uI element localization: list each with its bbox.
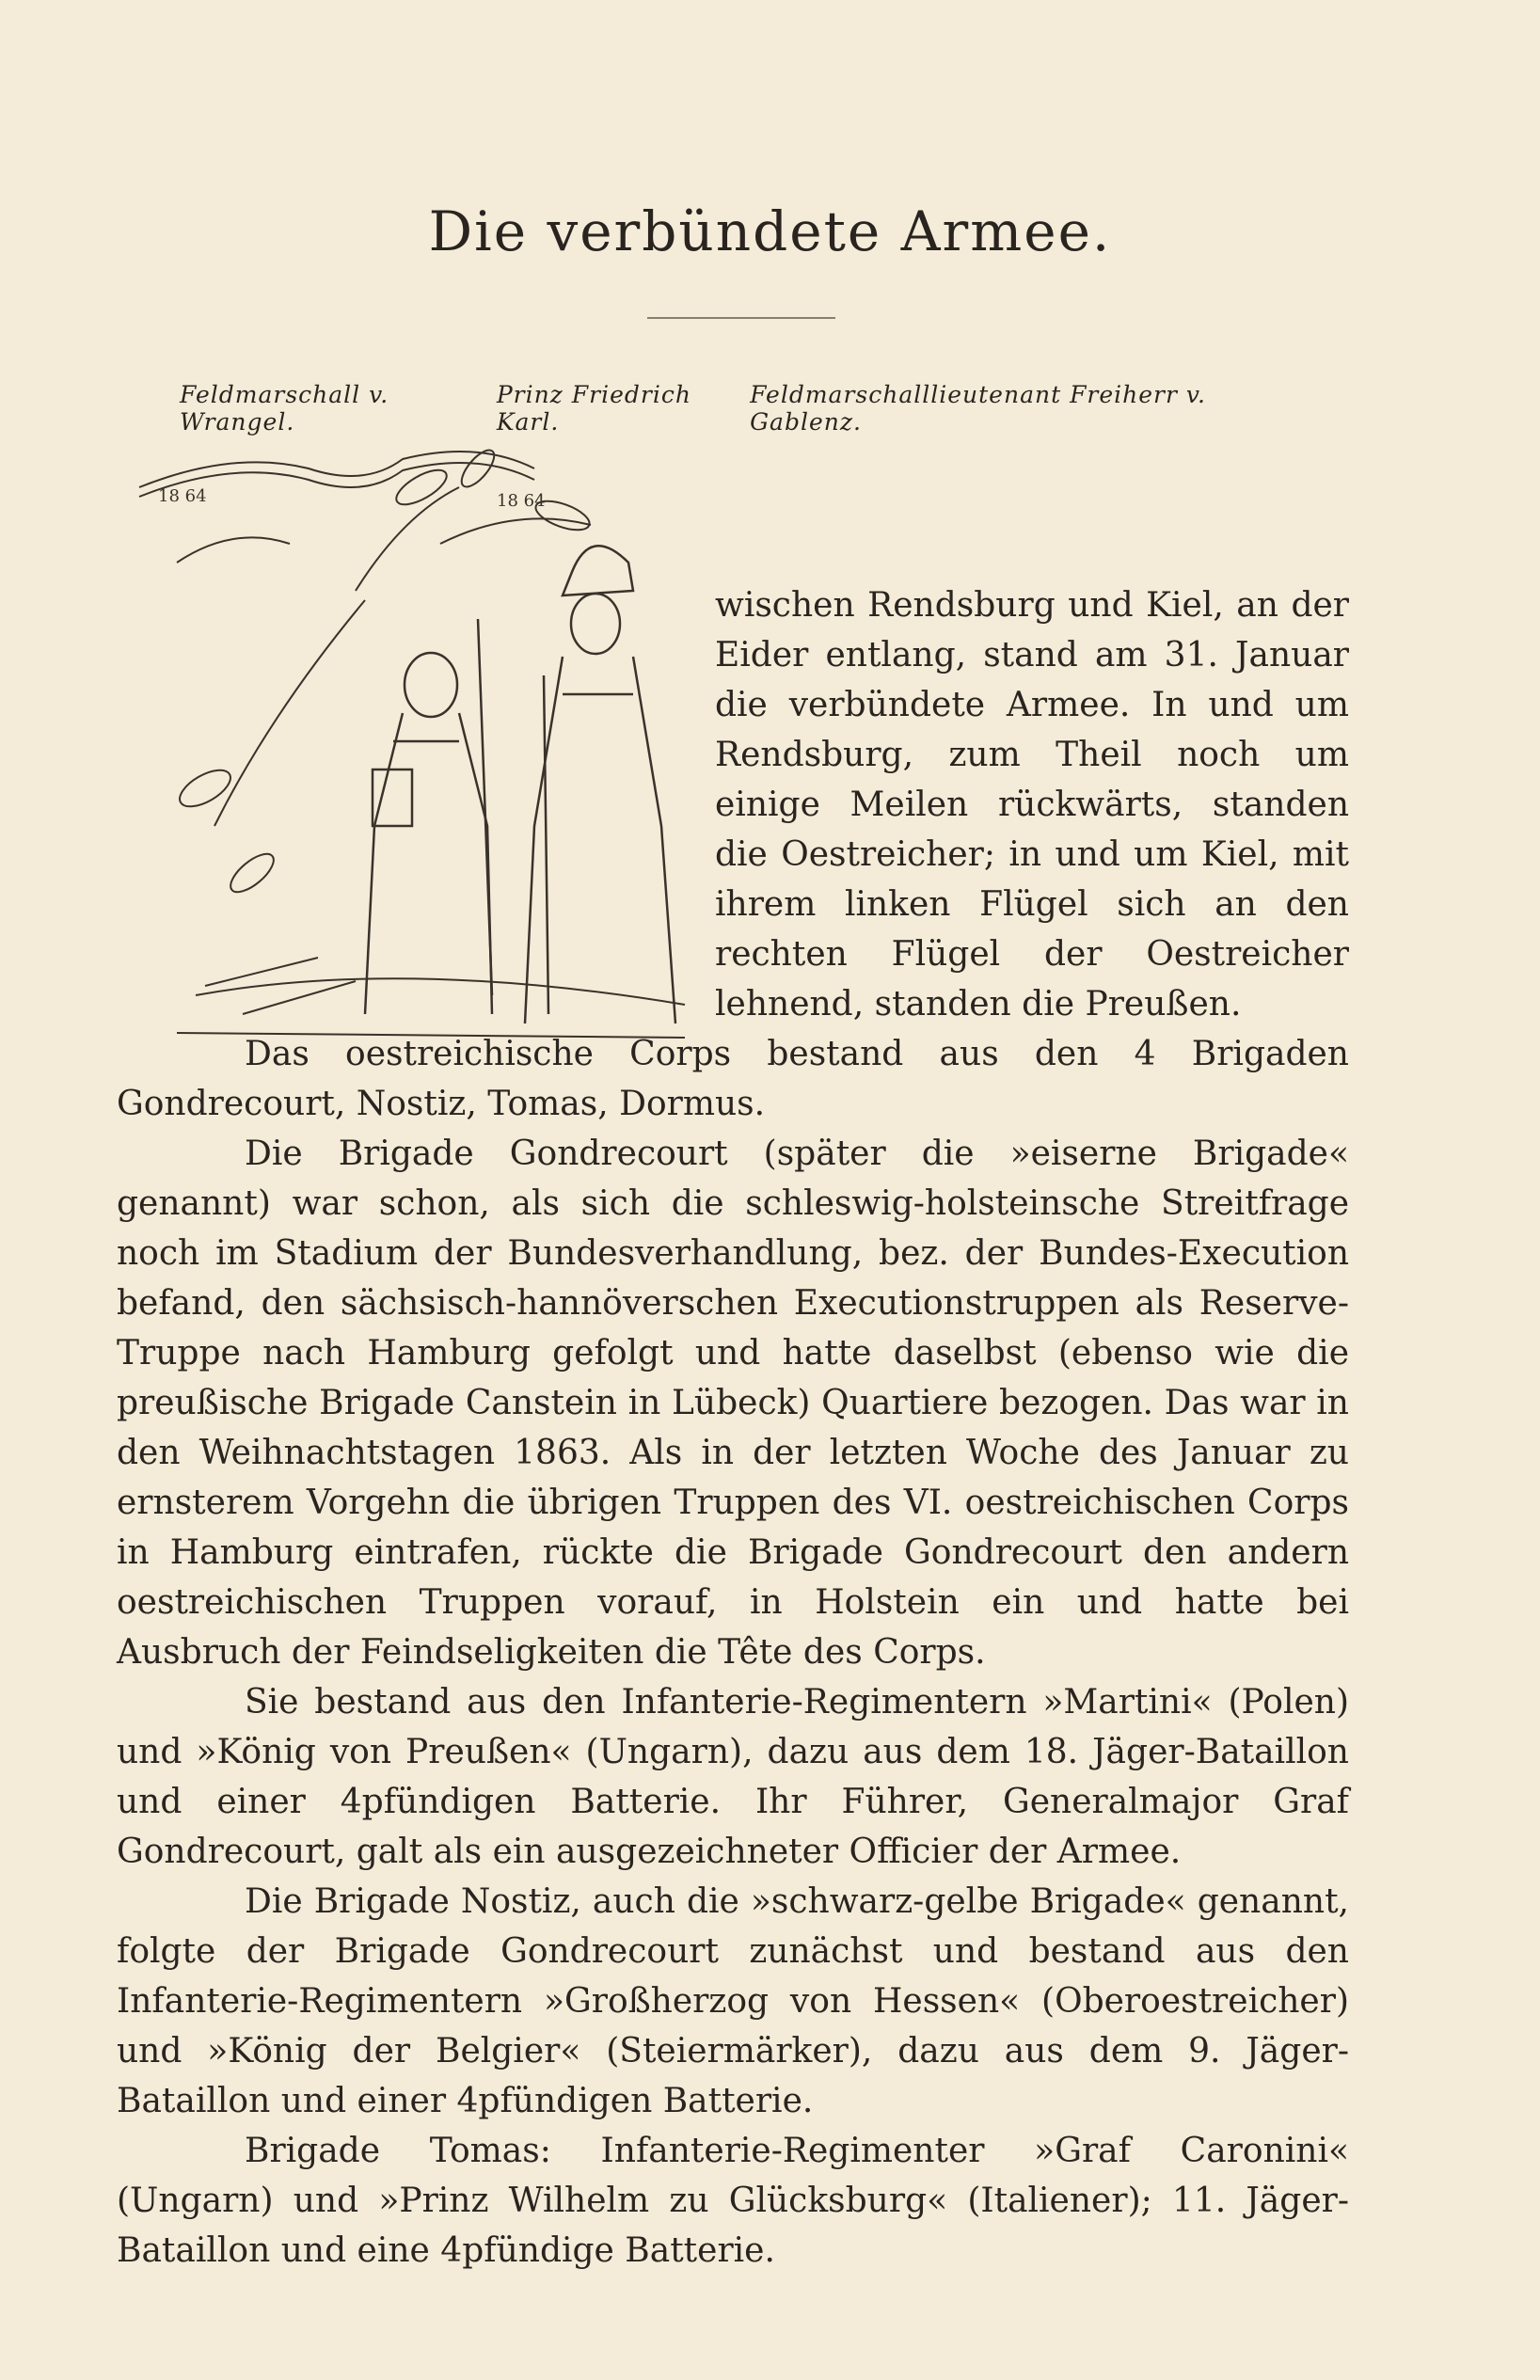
banner-year-right: 18 64 bbox=[497, 491, 546, 511]
paragraph-4: Sie bestand aus den Infanterie-Regimentern »Martini« (Polen) und »König von Preußen« (Ungarn), dazu aus dem 18. Jäger-Bataillon und einer 4pfündigen Batterie. Ihr Führer, Generalmajor Graf Gondrecourt, galt als ein ausgezeichneter Officier der Armee. bbox=[117, 1683, 1349, 1871]
caption-wrangel: Feldmarschall v. Wrangel. bbox=[180, 381, 389, 436]
paragraph-2: Das oestreichische Corps bestand aus den 4 Brigaden Gondrecourt, Nostiz, Tomas, Dormus. bbox=[117, 1035, 1349, 1123]
paragraph-6: Brigade Tomas: Infanterie-Regimenter »Graf Caronini« (Ungarn) und »Prinz Wilhelm zu Glücksburg« (Italiener); 11. Jäger-Bataillon und eine 4pfündige Batterie. bbox=[117, 2132, 1349, 2270]
body-text bbox=[117, 580, 1349, 2276]
page-title: Die verbündete Armee. bbox=[428, 199, 1112, 263]
caption-gablenz: Feldmarschalllieutenant Freiherr v. Gablenz. bbox=[750, 381, 1207, 436]
banner-year-left: 18 64 bbox=[158, 486, 207, 506]
caption-friedrich-karl: Prinz Friedrich Karl. bbox=[496, 381, 691, 436]
paragraph-5: Die Brigade Nostiz, auch die »schwarz-gelbe Brigade« genannt, folgte der Brigade Gondrecourt zunächst und bestand aus den Infanterie-Regimentern »Großherzog von Hessen« (Oberoestreicher) und »König der Belgier« (Steiermärker), dazu aus dem 9. Jäger-Bataillon und einer 4pfündigen Batterie. bbox=[117, 1882, 1349, 2120]
paragraph-3: Die Brigade Gondrecourt (später die »eiserne Brigade« genannt) war schon, als sich die schleswig-holsteinsche Streitfrage noch im Stadium der Bundesverhandlung, bez. der Bundes-Execution befand, den sächsisch-hannöverschen Executionstruppen als Reserve-Truppe nach Hamburg gefolgt und hatte daselbst (ebenso wie die preußische Brigade Canstein in Lübeck) Quartiere bezogen. Das war in den Weihnachtstagen 1863. Als in der letzten Woche des Januar zu ernsterem Vorgehn die übrigen Truppen des VI. oestreichischen Corps in Hamburg eintrafen, rückte die Brigade Gondrecourt den andern oestreichischen Truppen vorauf, in Holstein ein und hatte bei Ausbruch der Feindseligkeiten die Tête des Corps. bbox=[117, 1134, 1349, 1672]
illustration-wrap-space bbox=[117, 580, 715, 1025]
illustration-caption bbox=[180, 381, 1299, 436]
title-divider bbox=[647, 317, 835, 319]
paragraph-1: wischen Rendsburg und Kiel, an der Eider entlang, stand am 31. Januar die verbündete Armee. In und um Rendsburg, zum Theil noch um einige Meilen rückwärts, standen die Oestreicher; in und um Kiel, mit ihrem linken Flügel sich an den rechten Flügel der Oestreicher lehnend, standen die Preußen. bbox=[715, 586, 1349, 1023]
